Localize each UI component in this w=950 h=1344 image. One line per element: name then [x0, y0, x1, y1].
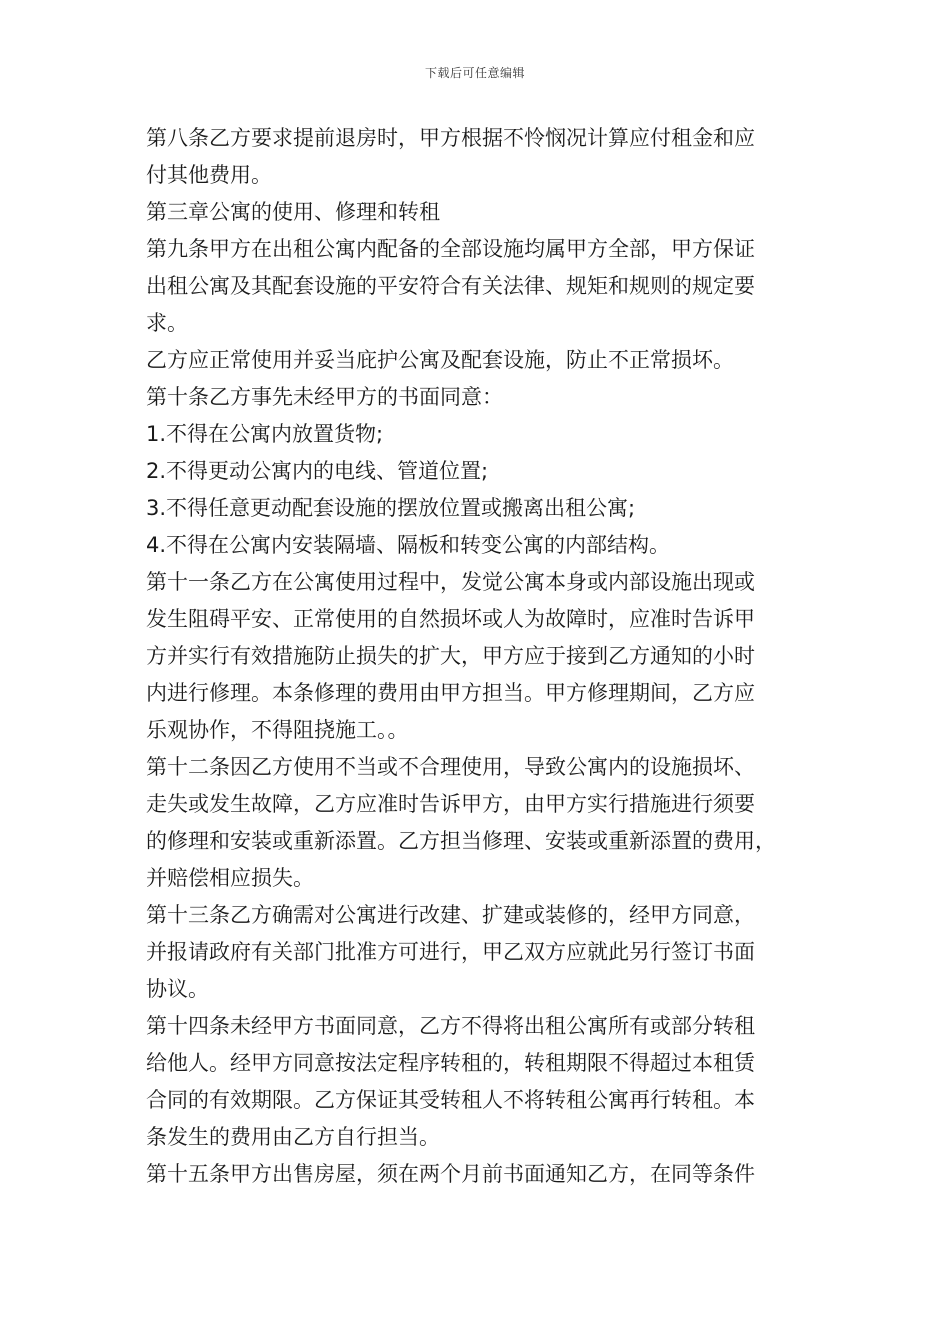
text-line: 第十二条因乙方使用不当或不合理使用，导致公寓内的设施损坏、 — [146, 755, 755, 779]
text-line: 第十条乙方事先未经甲方的书面同意： — [146, 385, 503, 409]
text-line: 第十四条未经甲方书面同意，乙方不得将出租公寓所有或部分转租 — [146, 1014, 755, 1038]
text-line: 第十五条甲方出售房屋，须在两个月前书面通知乙方，在同等条件 — [146, 1162, 755, 1186]
text-line: 4.不得在公寓内安装隔墙、隔板和转变公寓的内部结构。 — [146, 533, 671, 557]
text-line: 第八条乙方要求提前退房时，甲方根据不怜悯况计算应付租金和应 — [146, 126, 755, 150]
text-line: 乐观协作，不得阻挠施工。。 — [146, 718, 409, 742]
text-line: 给他人。经甲方同意按法定程序转租的，转租期限不得超过本租赁 — [146, 1051, 755, 1075]
text-line: 合同的有效期限。乙方保证其受转租人不将转租公寓再行转租。本 — [146, 1088, 755, 1112]
text-line: 并赔偿相应损失。 — [146, 866, 314, 890]
text-line: 第十三条乙方确需对公寓进行改建、扩建或装修的，经甲方同意， — [146, 903, 755, 927]
text-line: 求。 — [146, 311, 188, 335]
text-line: 第九条甲方在出租公寓内配备的全部设施均属甲方全部，甲方保证 — [146, 237, 755, 261]
text-line: 付其他费用。 — [146, 163, 272, 187]
text-line: 的修理和安装或重新添置。乙方担当修理、安装或重新添置的费用， — [146, 829, 776, 853]
text-line: 2.不得更动公寓内的电线、管道位置; — [146, 459, 489, 483]
text-line: 发生阻碍平安、正常使用的自然损坏或人为故障时，应准时告诉甲 — [146, 607, 755, 631]
text-line: 并报请政府有关部门批准方可进行，甲乙双方应就此另行签订书面 — [146, 940, 755, 964]
page-header: 下载后可任意编辑 — [424, 66, 525, 80]
text-line: 第十一条乙方在公寓使用过程中，发觉公寓本身或内部设施出现或 — [146, 570, 755, 594]
text-line: 走失或发生故障，乙方应准时告诉甲方，由甲方实行措施进行须要 — [146, 792, 755, 816]
text-line: 3.不得任意更动配套设施的摆放位置或搬离出租公寓; — [146, 496, 636, 520]
document-body — [146, 120, 826, 1193]
text-line: 条发生的费用由乙方自行担当。 — [146, 1125, 440, 1149]
text-line: 第三章公寓的使用、修理和转租 — [146, 200, 440, 224]
text-line: 方并实行有效措施防止损失的扩大，甲方应于接到乙方通知的小时 — [146, 644, 755, 668]
text-line: 内进行修理。本条修理的费用由甲方担当。甲方修理期间，乙方应 — [146, 681, 755, 705]
text-line: 乙方应正常使用并妥当庇护公寓及配套设施，防止不正常损坏。 — [146, 348, 734, 372]
text-line: 出租公寓及其配套设施的平安符合有关法律、规矩和规则的规定要 — [146, 274, 755, 298]
text-line: 1.不得在公寓内放置货物; — [146, 422, 384, 446]
text-line: 协议。 — [146, 977, 209, 1001]
